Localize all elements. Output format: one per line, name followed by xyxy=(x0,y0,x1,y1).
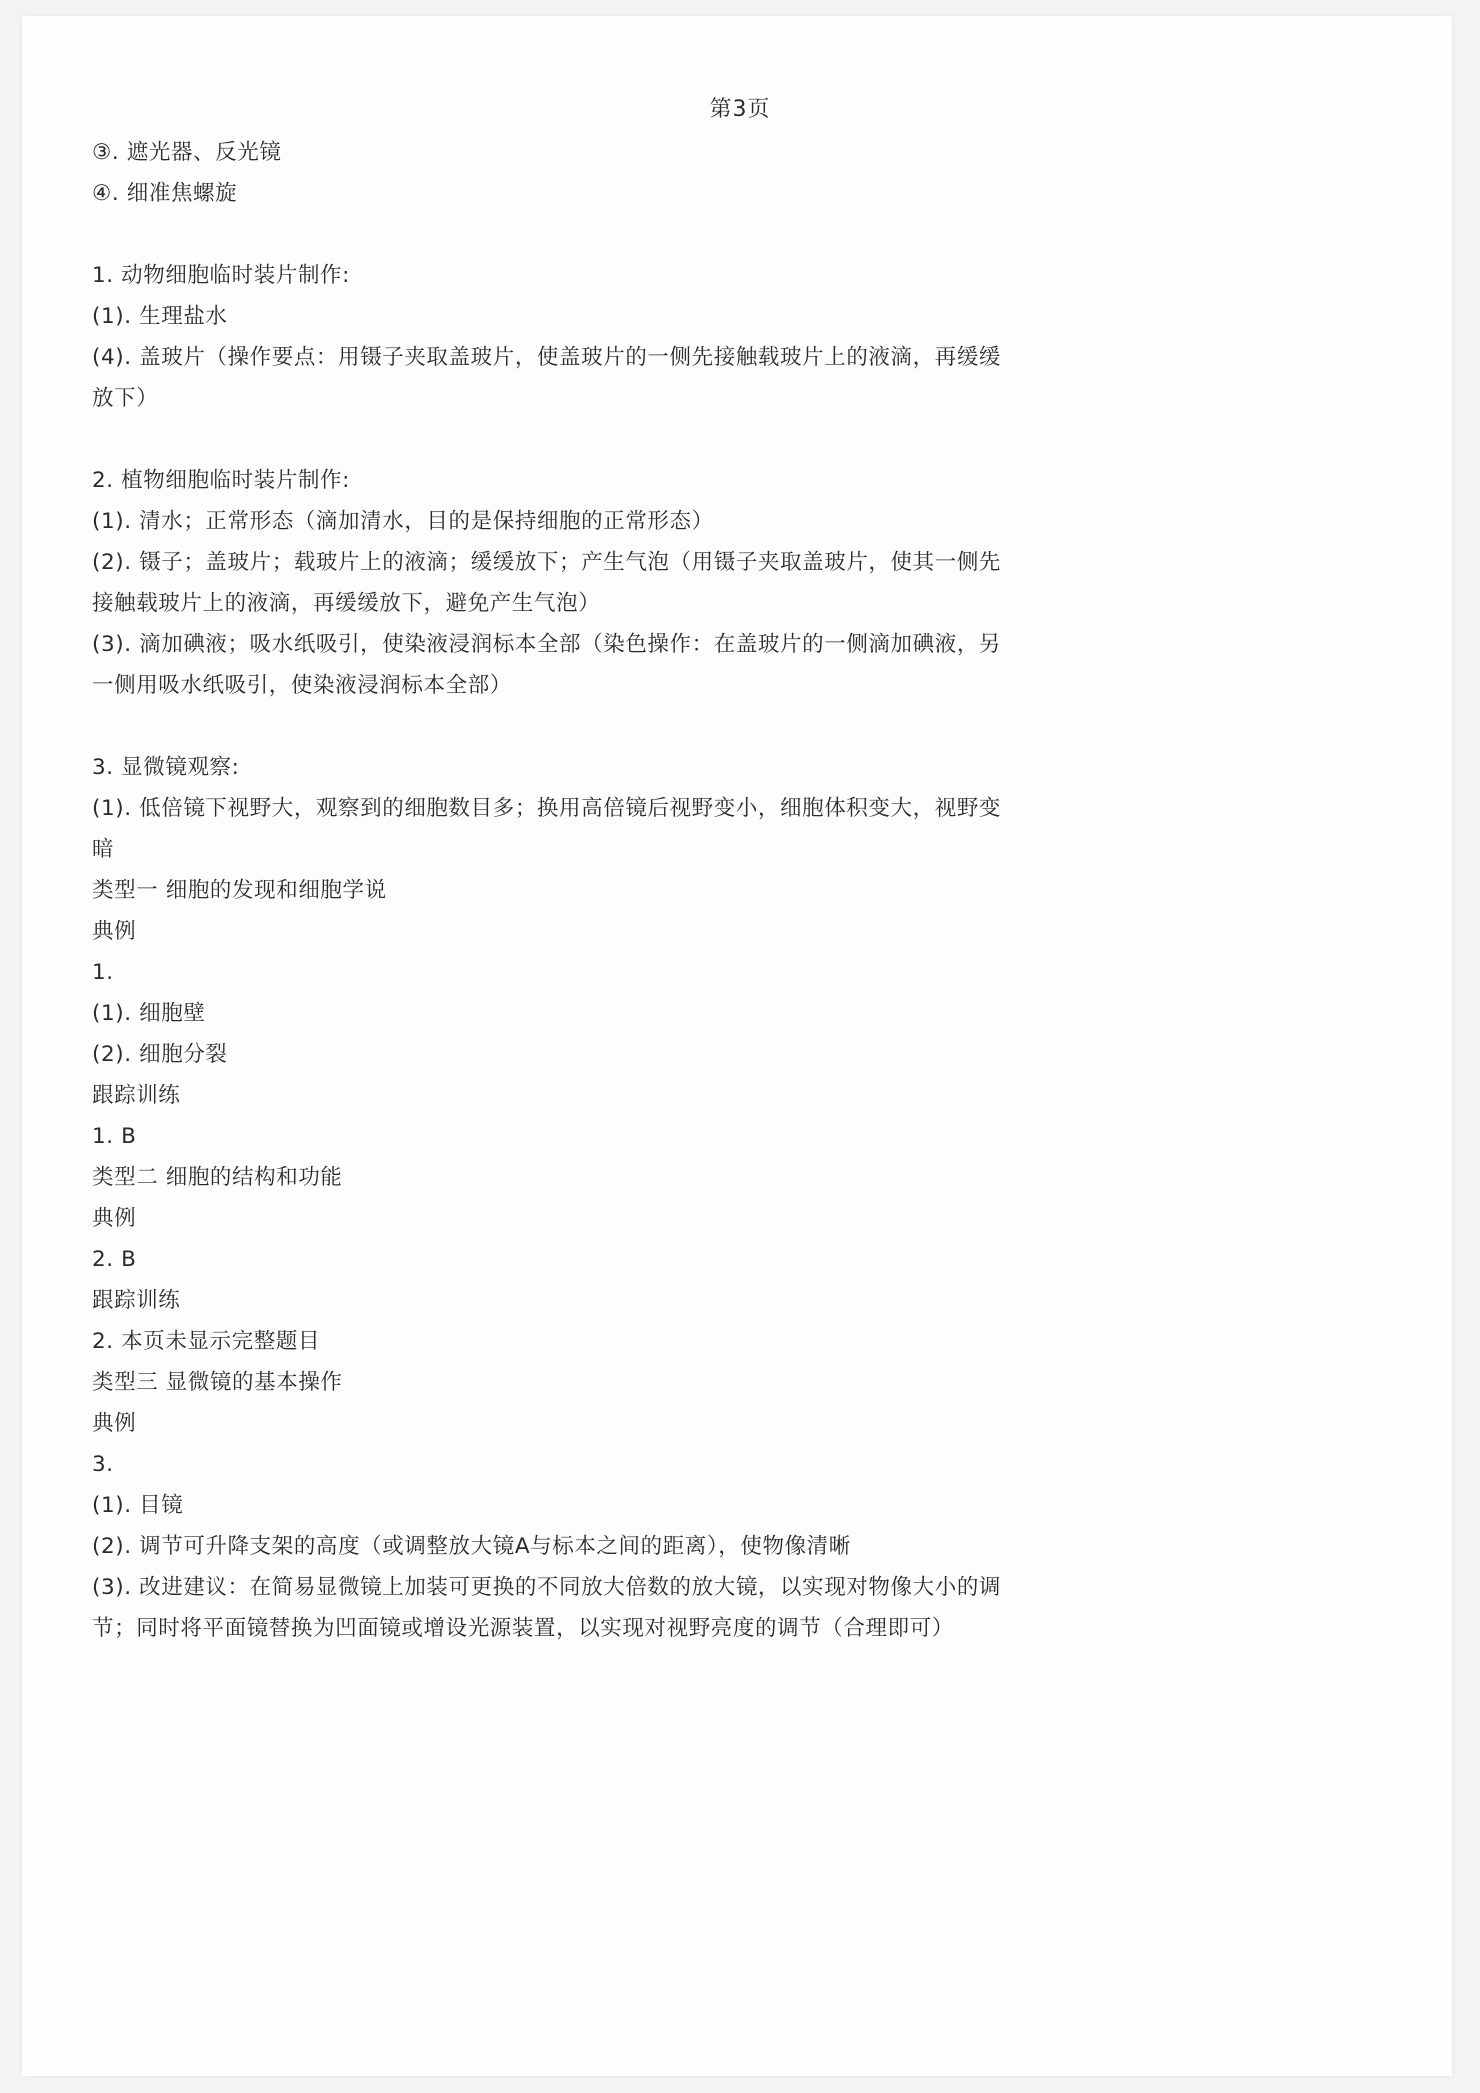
example-label: 典例 xyxy=(92,919,137,944)
answer-line: (3). 改进建议：在简易显微镜上加装可更换的不同放大倍数的放大镜，以实现对物像大小的调节；同时将平面镜替换为凹面镜或增设光源装置，以实现对视野亮度的调节（合理即可） xyxy=(92,1575,1002,1641)
type-heading: 类型二 细胞的结构和功能 xyxy=(92,1165,343,1190)
section-heading: 3. 显微镜观察: xyxy=(92,755,240,780)
question-number: 3. xyxy=(92,1452,114,1477)
section-microscope-parts xyxy=(92,132,1012,214)
answer-line: (2). 细胞分裂 xyxy=(92,1042,228,1067)
section-heading: 2. 植物细胞临时装片制作: xyxy=(92,468,350,493)
text-line: ③. 遮光器、反光镜 xyxy=(92,140,282,165)
answer-line: (1). 目镜 xyxy=(92,1493,184,1518)
text-line: (1). 清水；正常形态（滴加清水，目的是保持细胞的正常形态） xyxy=(92,509,714,534)
question-number: 1. xyxy=(92,960,114,985)
type-heading: 类型三 显微镜的基本操作 xyxy=(92,1370,343,1395)
section-plant-cell-slide xyxy=(92,460,1012,706)
answer-line: 2. 本页未显示完整题目 xyxy=(92,1329,321,1354)
answer-line: 1. B xyxy=(92,1124,137,1149)
text-line: (4). 盖玻片（操作要点：用镊子夹取盖玻片，使盖玻片的一侧先接触载玻片上的液滴，再缓缓放下） xyxy=(92,345,1002,411)
text-line: (1). 生理盐水 xyxy=(92,304,228,329)
section-heading: 1. 动物细胞临时装片制作: xyxy=(92,263,350,288)
paragraph-gap xyxy=(92,419,1012,460)
answer-line: 2. B xyxy=(92,1247,137,1272)
example-label: 典例 xyxy=(92,1411,137,1436)
answer-line: (1). 细胞壁 xyxy=(92,1001,206,1026)
page-title: 第3页 xyxy=(709,97,771,122)
paragraph-gap xyxy=(92,214,1012,255)
text-line: ④. 细准焦螺旋 xyxy=(92,181,238,206)
answer-content xyxy=(92,132,1012,1649)
section-microscope-observation xyxy=(92,747,1012,1649)
practice-label: 跟踪训练 xyxy=(92,1288,181,1313)
text-line: (1). 低倍镜下视野大，观察到的细胞数目多；换用高倍镜后视野变小，细胞体积变大，视野变暗 xyxy=(92,796,1002,862)
type-heading: 类型一 细胞的发现和细胞学说 xyxy=(92,878,387,903)
section-animal-cell-slide xyxy=(92,255,1012,419)
answer-line: (2). 调节可升降支架的高度（或调整放大镜A与标本之间的距离），使物像清晰 xyxy=(92,1534,851,1559)
text-line: (3). 滴加碘液；吸水纸吸引，使染液浸润标本全部（染色操作：在盖玻片的一侧滴加碘液，另一侧用吸水纸吸引，使染液浸润标本全部） xyxy=(92,632,1002,698)
example-label: 典例 xyxy=(92,1206,137,1231)
paragraph-gap xyxy=(92,706,1012,747)
practice-label: 跟踪训练 xyxy=(92,1083,181,1108)
text-line: (2). 镊子；盖玻片；载玻片上的液滴；缓缓放下；产生气泡（用镊子夹取盖玻片，使其一侧先接触载玻片上的液滴，再缓缓放下，避免产生气泡） xyxy=(92,550,1002,616)
